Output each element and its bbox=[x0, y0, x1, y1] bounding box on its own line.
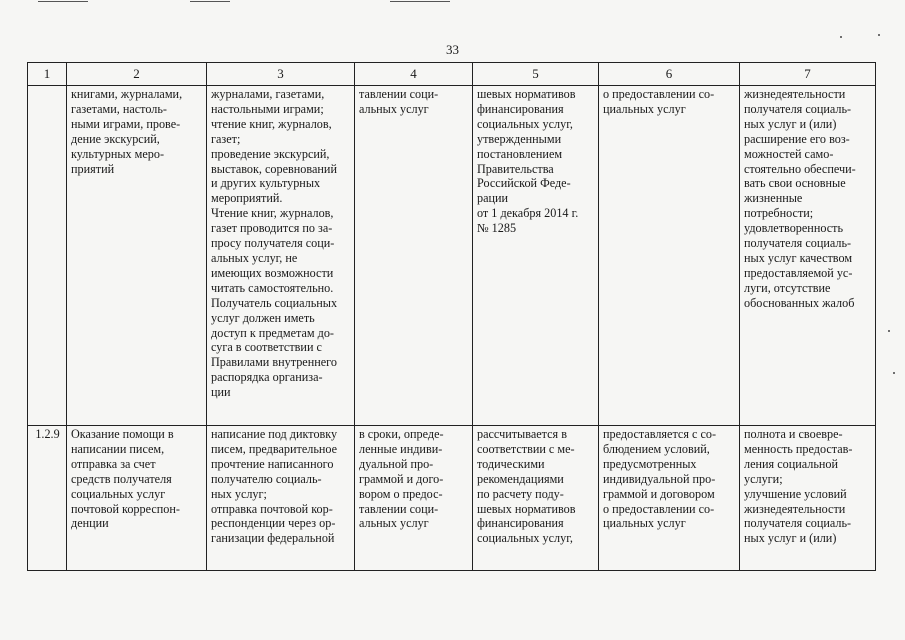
scan-artifact-line bbox=[190, 1, 230, 2]
scan-artifact-line bbox=[38, 1, 88, 2]
row-number bbox=[28, 86, 67, 426]
page-number: 33 bbox=[446, 42, 459, 57]
column-header: 1 bbox=[28, 63, 67, 86]
service-conditions-cell: предоставляется с со- блюдением условий, предусмотренных индивидуальной про- граммой и договором о предоставлении со- циальных услуг bbox=[599, 426, 740, 571]
row-number: 1.2.9 bbox=[28, 426, 67, 571]
service-quality-cell: полнота и своевре- менность предостав- ления социальной услуги; улучшение условий жизнедеятельности получателя социаль- ных услуг и (или) bbox=[740, 426, 876, 571]
service-name-cell: книгами, журналами, газетами, настоль- ными играми, прове- дение экскурсий, культурных меро- приятий bbox=[67, 86, 207, 426]
service-description-cell: написание под диктовку писем, предварительное прочтение написанного получателю социаль- ных услуг; отправка почтовой кор- респонденции через ор- ганизации федеральной bbox=[207, 426, 355, 571]
service-timing-cell: тавлении соци- альных услуг bbox=[355, 86, 473, 426]
service-name-cell: Оказание помощи в написании писем, отправка за счет средств получателя социальных услуг почтовой корреспон- денции bbox=[67, 426, 207, 571]
column-header: 3 bbox=[207, 63, 355, 86]
scan-speck bbox=[840, 36, 842, 38]
scan-speck bbox=[888, 330, 890, 332]
service-description-cell: журналами, газетами, настольными играми; чтение книг, журналов, газет; проведение экскурсий, выставок, соревнований и других культурных мероприятий. Чтение книг, журналов, газет проводится по за- просу получателя соци- альных услуг, не имеющих возможности читать самостоятельно. Получатель социальных услуг должен иметь доступ к предметам до- суга в соответствии с Правилами внутреннего распорядка организа- ции bbox=[207, 86, 355, 426]
column-header: 2 bbox=[67, 63, 207, 86]
service-quality-cell: жизнедеятельности получателя социаль- ных услуг и (или) расширение его воз- можностей само- стоятельно обеспечи- вать свои основные жизненные потребности; удовлетворенность получателя социаль- ных услуг качеством предоставляемой ус- луги, отсутствие обоснованных жалоб bbox=[740, 86, 876, 426]
table-row bbox=[28, 86, 876, 426]
service-cost-cell: рассчитывается в соответствии с ме- тодическими рекомендациями по расчету поду- шевых нормативов финансирования социальных услуг, bbox=[473, 426, 599, 571]
column-header: 7 bbox=[740, 63, 876, 86]
scan-artifact-line bbox=[390, 1, 450, 2]
table-header-row bbox=[28, 63, 876, 86]
column-header: 6 bbox=[599, 63, 740, 86]
table-row bbox=[28, 426, 876, 571]
column-header: 5 bbox=[473, 63, 599, 86]
services-table bbox=[27, 62, 876, 571]
scan-speck bbox=[878, 34, 880, 36]
service-conditions-cell: о предоставлении со- циальных услуг bbox=[599, 86, 740, 426]
scan-speck bbox=[893, 372, 895, 374]
service-cost-cell: шевых нормативов финансирования социальных услуг, утвержденными постановлением Правительства Российской Феде- рации от 1 декабря 2014 г. № 1285 bbox=[473, 86, 599, 426]
column-header: 4 bbox=[355, 63, 473, 86]
service-timing-cell: в сроки, опреде- ленные индиви- дуальной про- граммой и дого- вором о предос- тавлении соци- альных услуг bbox=[355, 426, 473, 571]
